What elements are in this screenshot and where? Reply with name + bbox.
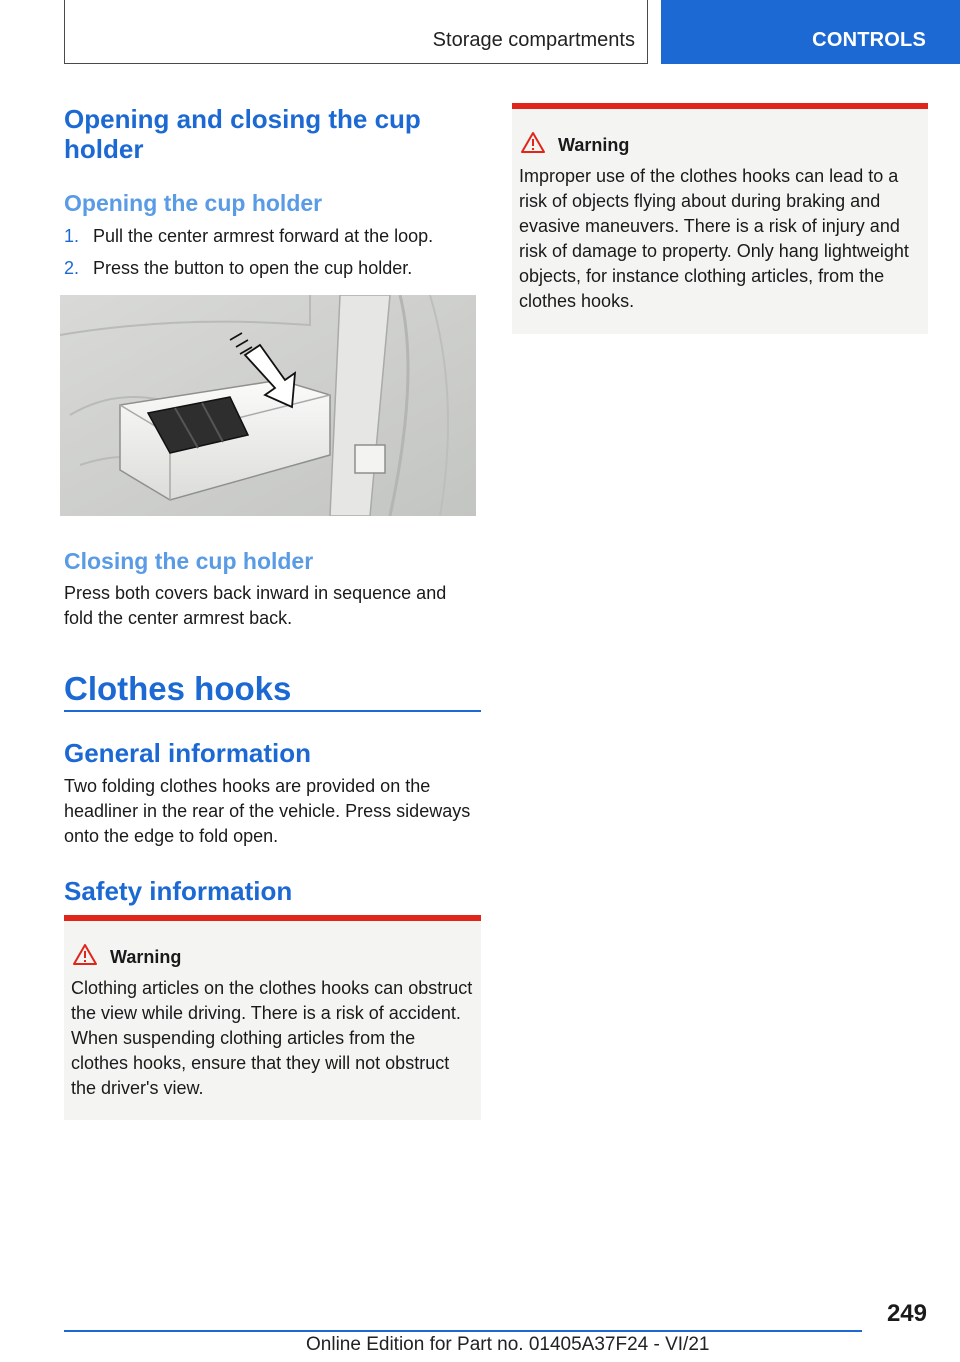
subheading-general: General information [64, 738, 312, 768]
subheading-opening: Opening the cup holder [64, 190, 323, 216]
warning-text: Improper use of the clothes hooks can lead to a risk of objects flying about during braking and evasive maneuvers. There is a risk of injury and risk of damage to property. Only hang lightweight objects, for instance clothing articles, from the clothes hooks. [519, 166, 909, 311]
armrest-drawing [60, 295, 476, 516]
list-item-number: 2. [64, 258, 80, 278]
footer-edition: Online Edition for Part no. 01405A37F24 - VI/21 [306, 1334, 710, 1355]
chapter-tab-label: CONTROLS [812, 29, 926, 51]
heading-underline [64, 710, 481, 712]
subheading-safety: Safety information [64, 876, 293, 906]
subheading-closing: Closing the cup holder [64, 548, 314, 574]
warning-title: Warning [110, 947, 182, 967]
warning-triangle-icon [520, 131, 546, 155]
chapter-tab[interactable] [661, 0, 960, 64]
armrest-illustration [60, 295, 476, 516]
warning-triangle-icon [72, 943, 98, 967]
warning-box [64, 915, 481, 1120]
list-item [64, 256, 484, 281]
warning-box [512, 103, 928, 334]
closing-paragraph: Press both covers back inward in sequence and fold the center armrest back. [64, 583, 447, 628]
header-section-title: Storage compartments [432, 29, 635, 51]
heading-clothes-hooks: Clothes hooks [64, 670, 292, 707]
warning-text: Clothing articles on the clothes hooks can obstruct the view while driving. There is a risk of accident. When suspending clothing articles from the clothes hooks, ensure that they will not obstruct the driver's view. [71, 978, 473, 1098]
heading-cup-holder: Opening and closing the cup holder [64, 104, 421, 164]
footer-rule [64, 1330, 862, 1332]
list-item-text: Press the button to open the cup holder. [93, 258, 413, 278]
general-paragraph: Two folding clothes hooks are provided on the headliner in the rear of the vehicle. Press sideways onto the edge to fold open. [64, 776, 471, 846]
page-number: 249 [886, 1300, 927, 1327]
list-item-number: 1. [64, 226, 80, 246]
list-item [64, 224, 484, 249]
list-item-text: Pull the center armrest forward at the loop. [93, 226, 434, 246]
header-section-box [64, 0, 648, 64]
warning-title: Warning [558, 135, 630, 155]
